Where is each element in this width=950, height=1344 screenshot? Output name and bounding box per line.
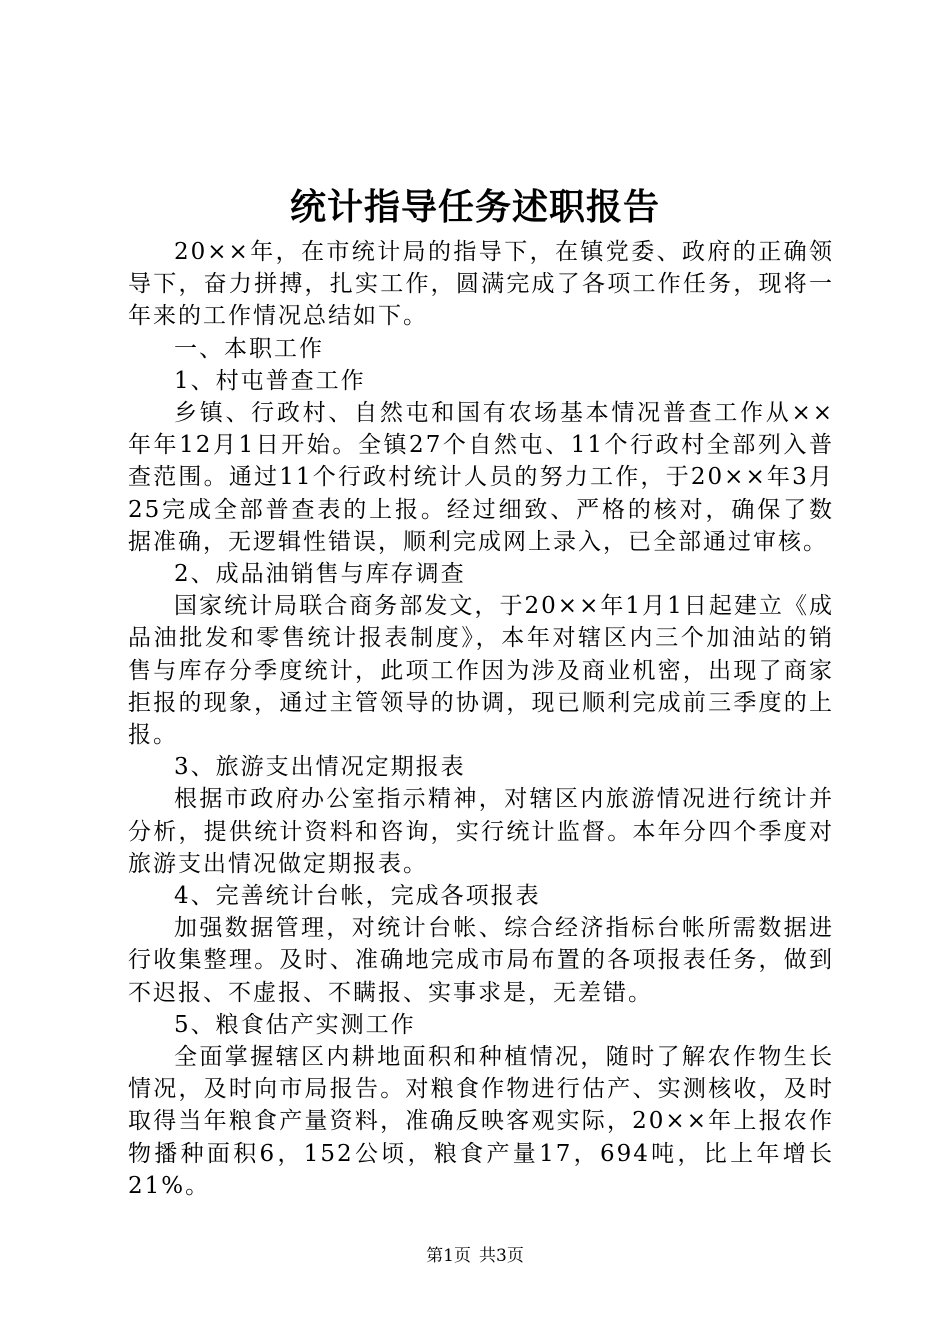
intro-paragraph: 20××年，在市统计局的指导下，在镇党委、政府的正确领导下，奋力拼搏，扎实工作，圆满完成了各项工作任务，现将一年来的工作情况总结如下。: [128, 239, 834, 330]
subsection-heading: 5、粮食估产实测工作: [174, 1011, 416, 1038]
document-title: 统计指导任务述职报告: [289, 187, 660, 228]
body-paragraph: 乡镇、行政村、自然屯和国有农场基本情况普查工作从××年年12月1日开始。全镇27个自然屯、11个行政村全部列入普查范围。通过11个行政村统计人员的努力工作，于20××年3月25完成全部普查表的上报。经过细致、严格的核对，确保了数据准确，无逻辑性错误，顺利完成网上录入，已全部通过审核。: [128, 400, 834, 555]
body-paragraph: 根据市政府办公室指示精神，对辖区内旅游情况进行统计并分析，提供统计资料和咨询，实行统计监督。本年分四个季度对旅游支出情况做定期报表。: [128, 786, 834, 877]
subsection-heading: 3、旅游支出情况定期报表: [174, 754, 466, 781]
body-paragraph: 国家统计局联合商务部发文，于20××年1月1日起建立《成品油批发和零售统计报表制度》，本年对辖区内三个加油站的销售与库存分季度统计，此项工作因为涉及商业机密，出现了商家拒报的现象，通过主管领导的协调，现已顺利完成前三季度的上报。: [128, 593, 834, 749]
body-paragraph: 加强数据管理，对统计台帐、综合经济指标台帐所需数据进行收集整理。及时、准确地完成市局布置的各项报表任务，做到不迟报、不虚报、不瞒报、实事求是，无差错。: [128, 915, 834, 1006]
page-total: 共3页: [479, 1246, 524, 1266]
page-footer: [0, 1244, 950, 1268]
body-paragraph: 全面掌握辖区内耕地面积和种植情况，随时了解农作物生长情况，及时向市局报告。对粮食作物进行估产、实测核收，及时取得当年粮食产量资料，准确反映客观实际，20××年上报农作物播种面积6，152公顷，粮食产量17，694吨，比上年增长21%。: [128, 1044, 834, 1199]
subsection-heading: 2、成品油销售与库存调查: [174, 561, 466, 588]
subsection-heading: 1、村屯普查工作: [174, 367, 366, 394]
document-body: [128, 236, 834, 1202]
page-number: 第1页: [426, 1246, 471, 1266]
section-heading: 一、本职工作: [174, 335, 324, 362]
subsection-heading: 4、完善统计台帐，完成各项报表: [174, 883, 541, 910]
